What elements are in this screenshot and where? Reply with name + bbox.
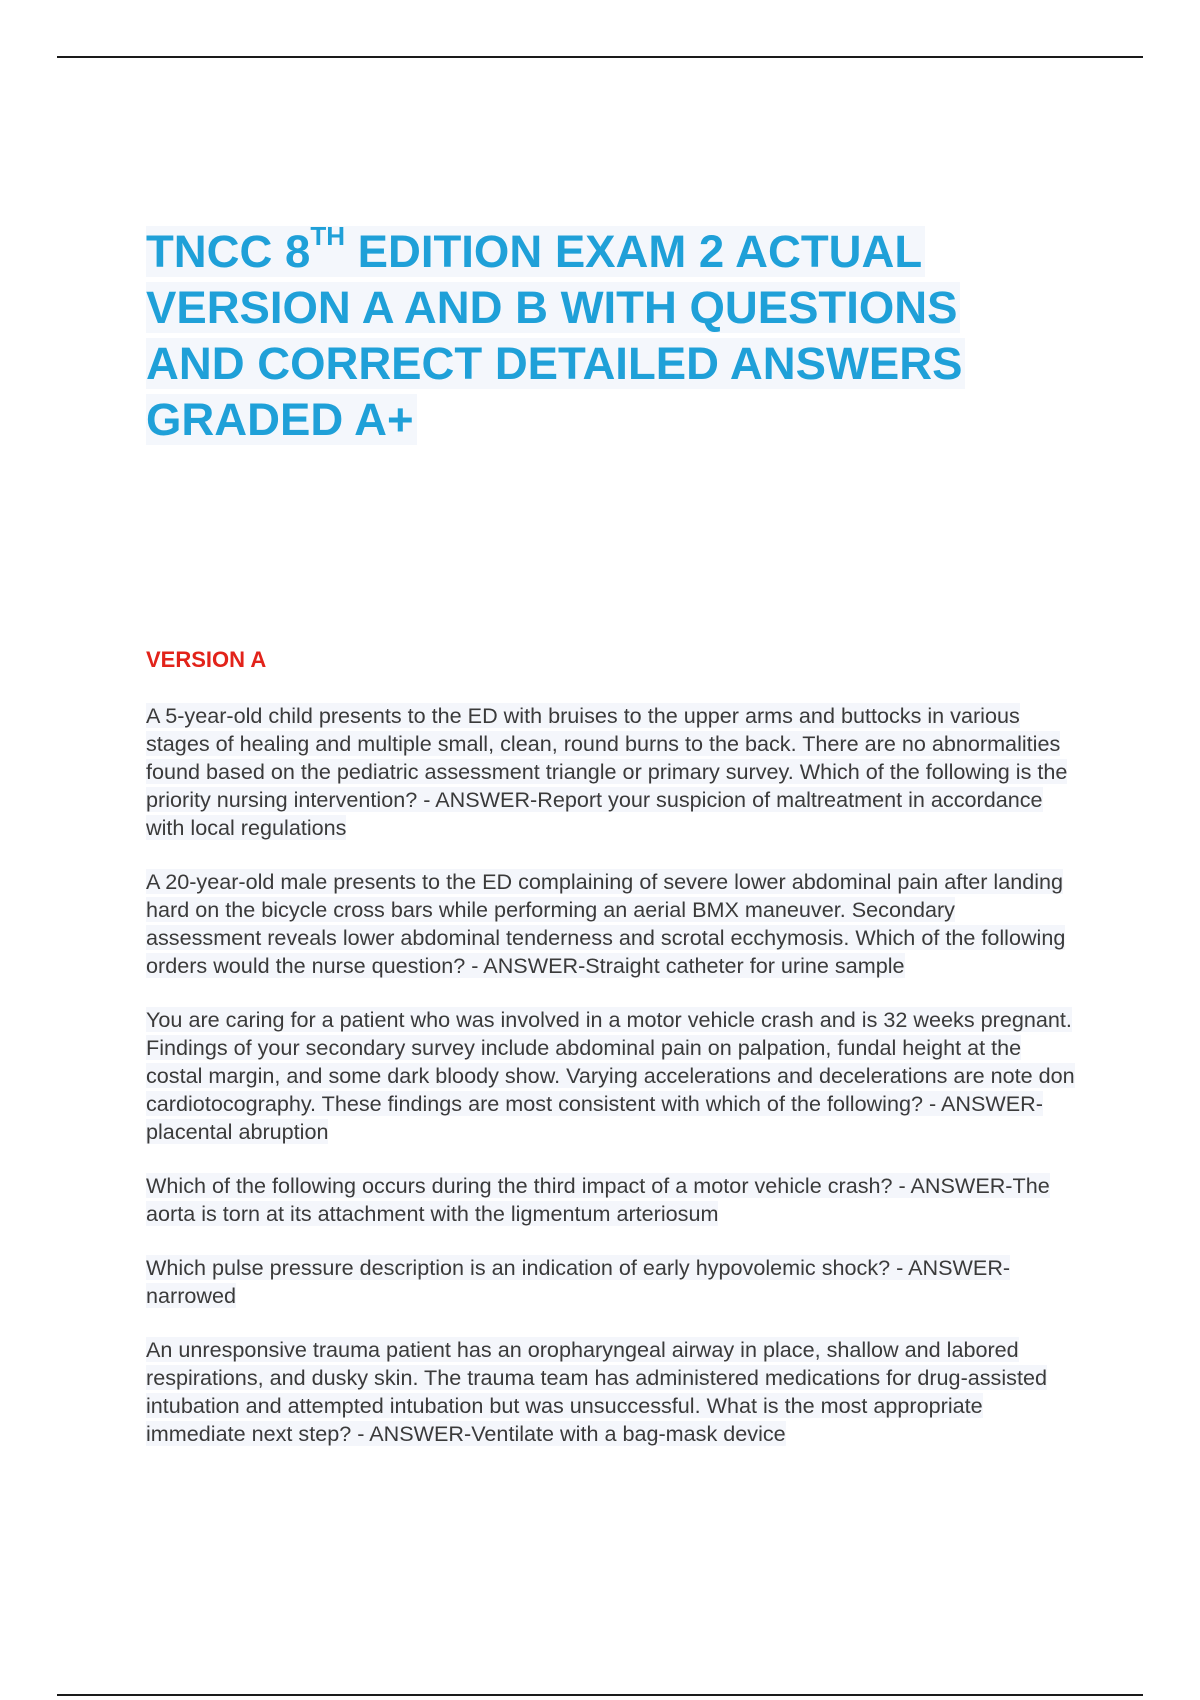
qa-text-2: A 20-year-old male presents to the ED complaining of severe lower abdominal pain after landing hard on the bicycle cross bars while performing an aerial BMX maneuver. Secondary assessment reveals lower abdominal tenderness and scrotal ecchymosis. Which of the following orders would the nurse question? - ANSWER-Straight catheter for urine sample — [146, 869, 1066, 978]
qa-item-6 — [146, 1336, 1076, 1448]
title-text-1a: TNCC 8 — [146, 226, 311, 277]
title-line-1 — [146, 220, 1046, 280]
title-superscript: TH — [310, 220, 345, 251]
document-title — [146, 220, 1046, 448]
title-text-1b: EDITION EXAM 2 ACTUAL — [345, 226, 923, 277]
qa-text-4: Which of the following occurs during the third impact of a motor vehicle crash? - ANSWER-The aorta is torn at its attachment with the ligmentum arteriosum — [146, 1173, 1050, 1226]
title-line-4 — [146, 392, 1046, 448]
qa-text-3: You are caring for a patient who was involved in a motor vehicle crash and is 32 weeks pregnant. Findings of your secondary survey include abdominal pain on palpation, fundal height at the costal margin, and some dark bloody show. Varying accelerations and decelerations are note don cardiotocography. These findings are most consistent with which of the following? - ANSWER-placental abruption — [146, 1007, 1075, 1144]
top-rule — [57, 56, 1143, 58]
qa-item-5 — [146, 1254, 1076, 1310]
section-heading-version-a: VERSION A — [146, 647, 267, 672]
qa-item-2 — [146, 868, 1076, 980]
qa-text-1: A 5-year-old child presents to the ED with bruises to the upper arms and buttocks in various stages of healing and multiple small, clean, round burns to the back. There are no abnormalities found based on the pediatric assessment triangle or primary survey. Which of the following is the priority nursing intervention? - ANSWER-Report your suspicion of maltreatment in accordance with local regulations — [146, 703, 1068, 840]
title-line-2 — [146, 280, 1046, 336]
question-answer-list — [146, 702, 1076, 1474]
qa-item-4 — [146, 1172, 1076, 1228]
title-text-2: VERSION A AND B WITH QUESTIONS — [146, 282, 960, 333]
title-text-3: AND CORRECT DETAILED ANSWERS — [146, 338, 965, 389]
qa-item-3 — [146, 1006, 1076, 1146]
title-text-4: GRADED A+ — [146, 394, 417, 445]
bottom-rule — [57, 1694, 1143, 1696]
qa-item-1 — [146, 702, 1076, 842]
title-line-3 — [146, 336, 1046, 392]
qa-text-5: Which pulse pressure description is an indication of early hypovolemic shock? - ANSWER-narrowed — [146, 1255, 1011, 1308]
qa-text-6: An unresponsive trauma patient has an oropharyngeal airway in place, shallow and labored respirations, and dusky skin. The trauma team has administered medications for drug-assisted intubation and attempted intubation but was unsuccessful. What is the most appropriate immediate next step? - ANSWER-Ventilate with a bag-mask device — [146, 1337, 1047, 1446]
